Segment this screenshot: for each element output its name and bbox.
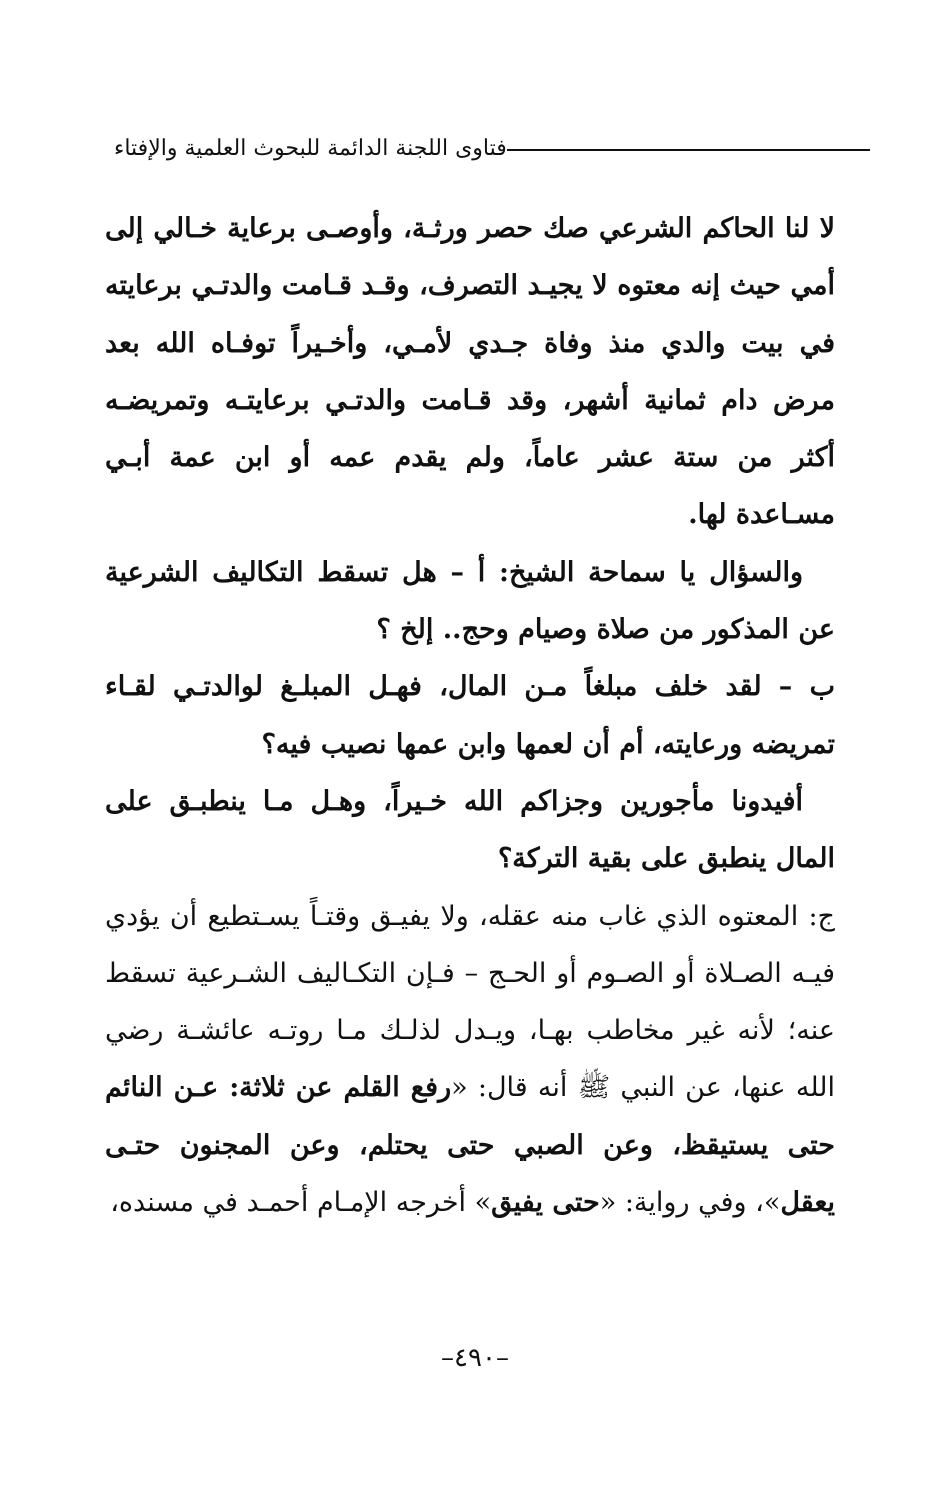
riwaya-text: حتى يفيق bbox=[491, 1187, 600, 1219]
answer-text-part-1: ج: المعتوه الذي غاب منه عقله، ولا يفيـق وقتـاً يسـتطيع أن يؤدي فيـه الصـلاة أو الصـوم أو الحـج – فـإن التكـاليف الشـرعية تسقط عنه؛ لأنه غير مخاطب بهـا، ويـدل لذلـك مـا روتـه عائشـة رضي الله عنها، عن النبي ﷺ أنه قال: « bbox=[105, 900, 836, 1104]
answer-text-part-2: »، وفي رواية: « bbox=[599, 1187, 781, 1219]
hadith-text: رفع القلم عن ثلاثة: عـن النائم حتى يستيقظ، وعن الصبي حتى يحتلم، وعن المجنون حتـى يعقل bbox=[105, 1072, 835, 1219]
question-a-paragraph: والسؤال يا سماحة الشيخ: أ – هل تسقط التكاليف الشرعية عن المذكور من صلاة وصيام وحج.. إلخ ؟ bbox=[105, 556, 835, 646]
answer-text-part-3: » أخرجه الإمـام أحمـد في مسنده، bbox=[110, 1187, 492, 1219]
book-title: فتاوى اللجنة الدائمة للبحوث العلمية والإفتاء bbox=[114, 135, 507, 161]
running-header bbox=[100, 128, 870, 168]
header-rule bbox=[507, 149, 870, 151]
question-closing-paragraph: أفيدونا مأجورين وجزاكم الله خـيراً، وهـل مـا ينطبـق على المال ينطبق على بقية التركة؟ bbox=[105, 785, 835, 875]
question-intro-paragraph: لا لنا الحاكم الشرعي صك حصر ورثـة، وأوصـى برعاية خـالي إلى أمي حيث إنه معتوه لا يجيـد التصرف، وقـد قـامت والدتـي برعايته في بيت والدي منذ وفاة جـدي لأمـي، وأخـيراً توفـاه الله بعد مرض دام ثمانية أشهر، وقد قـامت والدتـي برعايتـه وتمريضـه أكثر من ستة عشر عاماً، ولم يقدم عمه أو ابن عمة أبـي مسـاعدة لها. bbox=[105, 213, 835, 531]
page-number: –٤٩٠– bbox=[441, 1343, 509, 1373]
answer-paragraph bbox=[105, 888, 835, 1232]
question-b-paragraph: ب – لقد خلف مبلغاً مـن المال، فهـل المبلـغ لوالدتـي لقـاء تمريضه ورعايته، أم أن لعمها وابن عمها نصيب فيه؟ bbox=[105, 671, 835, 760]
body-text bbox=[105, 200, 835, 1231]
